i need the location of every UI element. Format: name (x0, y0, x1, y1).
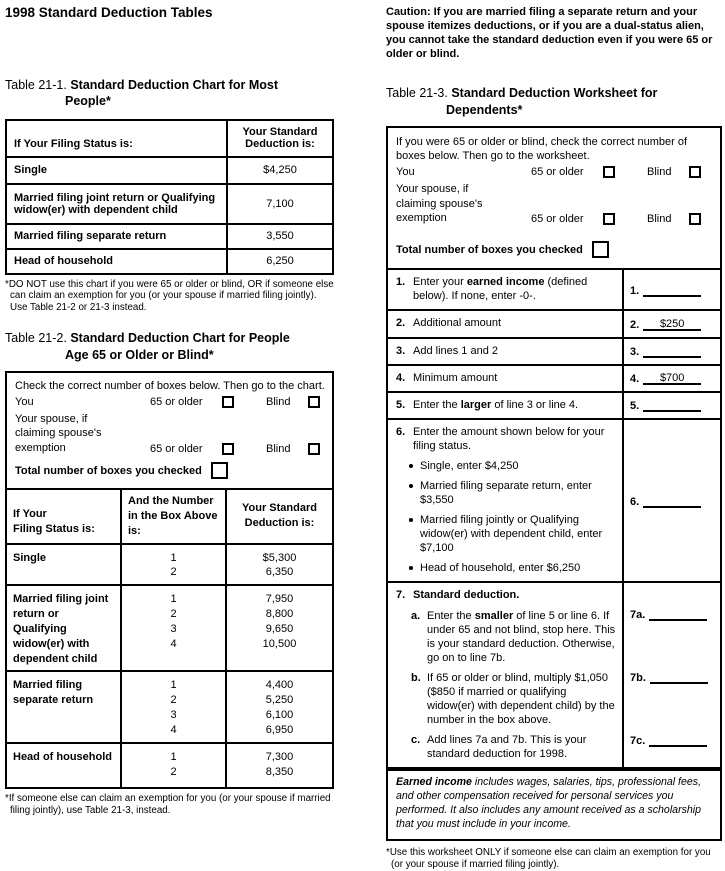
line-number: 7. (396, 589, 406, 602)
total-boxes-label: Total number of boxes you checked (15, 464, 202, 477)
table21-3-worksheet (386, 126, 722, 841)
worksheet-line-4 (388, 366, 720, 393)
line-5-entry[interactable] (643, 398, 701, 412)
entry-number: 2. (630, 318, 640, 331)
sub-line-7a: a. Enter the smaller of line 5 or line 6. If under 65 and not blind, stop here. This is your standard deduction. Otherwise, go on to line 7b. (411, 609, 616, 664)
table21-1-footnote: *DO NOT use this chart if you were 65 or older or blind, OR if someone else can claim an exemption for you (or your spouse if married filing jointly). Use Table 21-2 or 21-3 instead. (5, 278, 334, 314)
table21-1-caption (5, 77, 307, 110)
line-7b-entry[interactable] (650, 670, 708, 684)
deduction-amount-cell: 7,100 (227, 184, 333, 224)
earned-income-note: Earned income includes wages, salaries, tips, professional fees, and other compensation received for personal services you performed. It also includes any amount received as a scholarship that you must include in your income. (388, 769, 720, 839)
table21-2-col2-header: And the Number in the Box Above is: (121, 490, 226, 544)
t21-3-total-boxes-input[interactable] (592, 241, 609, 258)
checkbox-intro: If you were 65 or older or blind, check the correct number of boxes below. Then go to the worksheet. (396, 135, 688, 163)
table21-2-header-row (7, 490, 332, 544)
deduction-amount-cell: 7,950 8,800 9,650 10,500 (226, 585, 332, 671)
blind-label: Blind (647, 213, 672, 226)
line-1-entry[interactable] (643, 283, 701, 297)
table21-2-caption-title: Standard Deduction Chart for People Age 65 or Older or Blind* (65, 331, 290, 362)
entry-number: 6. (630, 495, 640, 508)
line-6-entry[interactable] (643, 494, 701, 508)
deduction-amount-cell: $5,300 6,350 (226, 544, 332, 586)
blind-label: Blind (647, 166, 672, 179)
line-text: Enter the amount shown below for your filing status. (413, 425, 605, 452)
table21-2-caption-prefix: Table 21-2. (5, 331, 67, 346)
older-label: 65 or older (531, 213, 584, 226)
worksheet-line-6 (388, 420, 720, 584)
line-number: 6. (396, 425, 406, 438)
list-item: Single, enter $4,250 (409, 459, 616, 473)
worksheet-line-5 (388, 393, 720, 420)
total-boxes-label: Total number of boxes you checked (396, 243, 583, 256)
worksheet-line-1 (388, 270, 720, 311)
table21-1-col1-header: If Your Filing Status is: (6, 120, 227, 157)
filing-status-cell: Married filing joint return or Qualifying widow(er) with dependent child (6, 184, 227, 224)
table21-2 (5, 371, 334, 789)
page-title: 1998 Standard Deduction Tables (5, 5, 213, 20)
you-label: You (15, 396, 34, 409)
entry-number: 7b. (630, 672, 646, 685)
table-row (7, 544, 332, 586)
table-row (7, 743, 332, 787)
sub-line-7b: b. If 65 or older or blind, multiply $1,050 ($850 if married or qualifying widow(er) with dependent child) by the number in the box above. (411, 671, 615, 727)
table21-2-footnote: *If someone else can claim an exemption for you (or your spouse if married filing jointly), use Table 21-3, instead. (5, 792, 331, 816)
filing-status-cell: Married filing joint return or Qualifying widow(er) with dependent child (7, 585, 121, 671)
checkbox-intro: Check the correct number of boxes below. Then go to the chart. (15, 379, 325, 392)
bullet-icon (409, 566, 413, 570)
line-7a-entry[interactable] (649, 607, 707, 621)
spouse-checkbox-row (15, 412, 324, 455)
t21-3-you-blind-checkbox[interactable] (689, 166, 701, 178)
worksheet-line-2 (388, 311, 720, 338)
line-7c-entry[interactable] (649, 733, 707, 747)
table21-1 (5, 119, 334, 275)
line-text: Additional amount (413, 317, 502, 330)
table-row (7, 585, 332, 671)
table-row (6, 157, 333, 184)
filing-status-cell: Head of household (6, 249, 227, 274)
line-number: 3. (396, 344, 406, 357)
table21-1-caption-prefix: Table 21-1. (5, 78, 67, 92)
t21-2-you-blind-checkbox[interactable] (308, 396, 320, 408)
older-label: 65 or older (150, 443, 203, 455)
table21-2-chart (7, 490, 332, 787)
right-column (386, 5, 722, 871)
spouse-label: Your spouse, if claiming spouse's exemption (15, 413, 102, 454)
line-2-value: $250 (643, 317, 701, 331)
you-checkbox-row (15, 396, 324, 408)
table-row (6, 249, 333, 274)
filing-status-cell: Single (6, 157, 227, 184)
entry-number: 4. (630, 373, 640, 386)
table21-2-checkbox-section (7, 373, 332, 490)
line-text: Minimum amount (413, 371, 498, 384)
table-row (6, 184, 333, 224)
table21-3-caption (386, 85, 688, 118)
table21-2-col1-header: If Your Filing Status is: (7, 490, 121, 544)
entry-number: 7a. (630, 609, 646, 622)
filing-status-cell: Married filing separate return (7, 671, 121, 742)
entry-number: 3. (630, 346, 640, 359)
you-label: You (396, 166, 415, 179)
t21-2-spouse-65-checkbox[interactable] (222, 443, 234, 455)
t21-3-you-65-checkbox[interactable] (603, 166, 615, 178)
spouse-checkbox-row (396, 182, 712, 225)
deduction-amount-cell: 7,300 8,350 (226, 743, 332, 787)
table21-3-caption-title: Standard Deduction Worksheet for Dependents* (446, 86, 658, 117)
earned-income-note-row (388, 769, 720, 839)
worksheet-line-3 (388, 339, 720, 366)
box-number-cell: 1 2 3 4 (121, 671, 226, 742)
list-item: Head of household, enter $6,250 (409, 561, 616, 575)
spouse-label: Your spouse, if claiming spouse's exemption (396, 183, 483, 224)
older-label: 65 or older (150, 396, 203, 409)
older-label: 65 or older (531, 166, 584, 179)
bullet-icon (409, 518, 413, 522)
blind-label: Blind (266, 443, 291, 455)
filing-status-cell: Single (7, 544, 121, 586)
line-text: Add lines 1 and 2 (413, 344, 499, 357)
entry-number: 1. (630, 284, 640, 297)
deduction-amount-cell: 3,550 (227, 224, 333, 249)
box-number-cell: 1 2 3 4 (121, 585, 226, 671)
t21-3-spouse-65-checkbox[interactable] (603, 213, 615, 225)
worksheet-line-7 (388, 583, 720, 769)
table21-3-checkbox-section (388, 128, 720, 270)
table21-1-header-row (6, 120, 333, 157)
deduction-amount-cell: $4,250 (227, 157, 333, 184)
bullet-icon (409, 484, 413, 488)
sub-line-7c: c. Add lines 7a and 7b. This is your standard deduction for 1998. (411, 734, 587, 761)
entry-number: 7c. (630, 735, 646, 748)
left-column (5, 5, 334, 817)
deduction-amount-cell: 4,400 5,250 6,100 6,950 (226, 671, 332, 742)
table21-3-caption-prefix: Table 21-3. (386, 86, 448, 101)
t21-2-spouse-blind-checkbox[interactable] (308, 443, 320, 455)
table-row (6, 224, 333, 249)
total-boxes-row (396, 241, 712, 258)
line-number: 4. (396, 371, 406, 384)
t21-3-spouse-blind-checkbox[interactable] (689, 213, 701, 225)
line-text: Enter the larger of line 3 or line 4. (413, 398, 579, 411)
t21-2-you-65-checkbox[interactable] (222, 396, 234, 408)
line-number: 1. (396, 276, 406, 289)
total-boxes-row (15, 462, 324, 479)
table21-3-footnote: *Use this worksheet ONLY if someone else can claim an exemption for you (or your spouse if married filing jointly). (386, 847, 711, 871)
box-number-cell: 1 2 (121, 743, 226, 787)
bullet-icon (409, 464, 413, 468)
table21-1-caption-title: Standard Deduction Chart for Most People* (65, 78, 278, 109)
entry-number: 5. (630, 400, 640, 413)
line-number: 2. (396, 317, 406, 330)
line-text: Enter your earned income (defined below). If none, enter -0-. (413, 276, 588, 303)
list-item: Married filing separate return, enter $3,550 (409, 479, 616, 507)
box-number-cell: 1 2 (121, 544, 226, 586)
filing-status-cell: Head of household (7, 743, 121, 787)
line-number: 5. (396, 398, 406, 411)
table-row (7, 671, 332, 742)
t21-2-total-boxes-input[interactable] (211, 462, 228, 479)
caution-note: Caution: If you are married filing a separate return and your spouse itemizes deductions, or if you are a dual-status alien, you cannot take the standard deduction even if you were 65 or older or blind. (386, 6, 713, 61)
table21-2-caption (5, 330, 307, 363)
line-4-value: $700 (643, 371, 701, 385)
list-item: Married filing jointly or Qualifying widow(er) with dependent child, enter $7,100 (409, 513, 616, 555)
filing-status-cell: Married filing separate return (6, 224, 227, 249)
table21-1-col2-header: Your Standard Deduction is: (227, 120, 333, 157)
line-3-entry[interactable] (643, 344, 701, 358)
you-checkbox-row (396, 166, 712, 178)
table21-2-col3-header: Your Standard Deduction is: (226, 490, 332, 544)
deduction-amount-cell: 6,250 (227, 249, 333, 274)
line-heading: Standard deduction. (413, 589, 520, 602)
blind-label: Blind (266, 396, 291, 409)
